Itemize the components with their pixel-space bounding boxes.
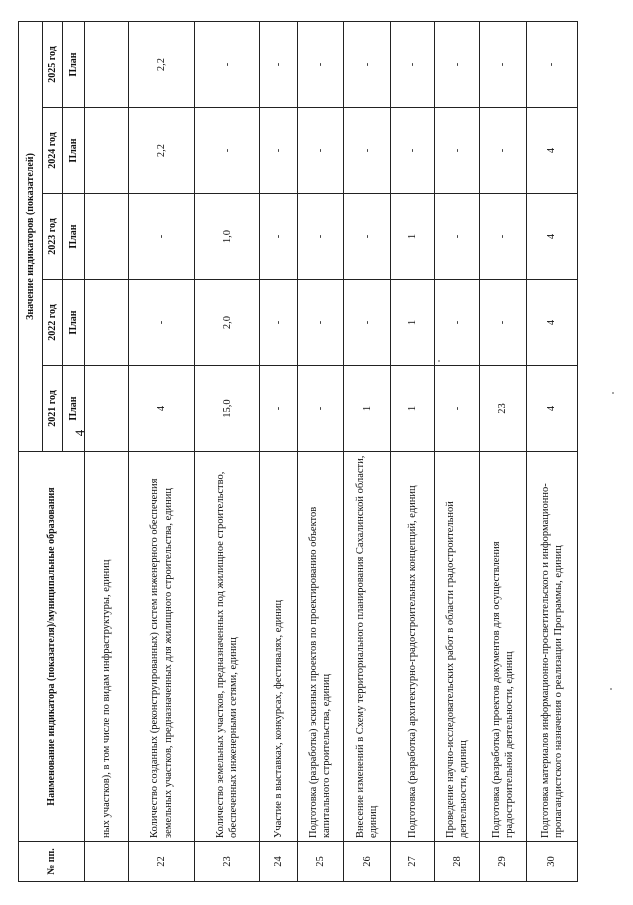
indicator-value: -: [129, 280, 194, 366]
scan-speck: [612, 392, 614, 394]
table-row: [479, 22, 526, 882]
indicator-value: [85, 22, 129, 108]
indicator-value: 2,2: [129, 22, 194, 108]
indicator-value: [85, 108, 129, 194]
indicator-value: 4: [526, 194, 577, 280]
indicator-value: 4: [526, 108, 577, 194]
indicator-value: -: [391, 22, 435, 108]
indicator-value: 1: [391, 366, 435, 452]
indicator-value: -: [344, 280, 391, 366]
col-header-no: № пп.: [19, 842, 85, 882]
indicator-value: -: [260, 366, 297, 452]
row-number: 30: [526, 842, 577, 882]
col-header-plan: План: [63, 22, 85, 108]
col-header-year: 2023 год: [43, 194, 63, 280]
indicators-table: [18, 21, 578, 882]
col-header-plan: План: [63, 194, 85, 280]
indicator-value: 1: [344, 366, 391, 452]
indicator-name: Участие в выставках, конкурсах, фестивалях, единиц: [260, 452, 297, 842]
indicator-name: Количество созданных (реконструированных) систем инженерного обеспечения земельных участков, предназначенных для жилищного строительства, единиц: [129, 452, 194, 842]
col-header-year: 2021 год: [43, 366, 63, 452]
indicator-value: -: [344, 22, 391, 108]
indicator-value: -: [435, 366, 479, 452]
col-header-year: 2025 год: [43, 22, 63, 108]
indicator-value: -: [435, 108, 479, 194]
indicator-value: [85, 280, 129, 366]
page-number: 4: [72, 429, 87, 437]
indicator-value: [85, 366, 129, 452]
indicator-value: 4: [129, 366, 194, 452]
indicator-value: -: [194, 22, 259, 108]
indicator-value: -: [260, 22, 297, 108]
indicator-value: 15,0: [194, 366, 259, 452]
indicator-name: Подготовка (разработка) эскизных проектов по проектированию объектов капитального строительства, единиц: [297, 452, 344, 842]
indicator-value: 2,2: [129, 108, 194, 194]
indicator-value: -: [344, 194, 391, 280]
indicator-name: Подготовка материалов информационно-просветительского и информационно-пропагандистского назначения о реализации Программы, единиц: [526, 452, 577, 842]
indicator-value: -: [479, 280, 526, 366]
scan-speck: [438, 360, 440, 362]
table-row: [435, 22, 479, 882]
indicator-value: 4: [526, 366, 577, 452]
indicator-name: Количество земельных участков, предназначенных под жилищное строительство, обеспеченных инженерными сетями, единиц: [194, 452, 259, 842]
indicator-value: -: [435, 194, 479, 280]
row-number: 23: [194, 842, 259, 882]
indicator-value: -: [297, 194, 344, 280]
col-header-values: Значение индикаторов (показателей): [19, 22, 43, 452]
col-header-plan: План: [63, 108, 85, 194]
row-number: 27: [391, 842, 435, 882]
table-body: [85, 22, 578, 882]
col-header-year: 2022 год: [43, 280, 63, 366]
indicator-value: -: [297, 280, 344, 366]
table-row: [526, 22, 577, 882]
indicator-value: -: [344, 108, 391, 194]
indicator-value: -: [194, 108, 259, 194]
col-header-name: Наименование индикатора (показателя)/муниципальные образования: [19, 452, 85, 842]
rotated-table-container: [18, 22, 578, 882]
indicator-value: -: [526, 22, 577, 108]
indicator-value: 1: [391, 280, 435, 366]
row-number: 24: [260, 842, 297, 882]
indicator-value: -: [260, 280, 297, 366]
indicator-name: Подготовка (разработка) архитектурно-градостроительных концепций, единиц: [391, 452, 435, 842]
indicator-value: -: [129, 194, 194, 280]
indicator-value: -: [297, 108, 344, 194]
indicator-name: Проведение научно-исследовательских работ в области градостроительной деятельности, единиц: [435, 452, 479, 842]
table-row: [194, 22, 259, 882]
indicator-value: 1: [391, 194, 435, 280]
indicator-value: 1,0: [194, 194, 259, 280]
table-row: [344, 22, 391, 882]
indicator-value: -: [435, 22, 479, 108]
row-number: 22: [129, 842, 194, 882]
indicator-value: -: [479, 108, 526, 194]
indicator-value: -: [479, 22, 526, 108]
indicator-value: -: [297, 22, 344, 108]
indicator-value: 2,0: [194, 280, 259, 366]
indicator-value: 4: [526, 280, 577, 366]
indicator-value: -: [435, 280, 479, 366]
col-header-plan: План: [63, 280, 85, 366]
table-row: [260, 22, 297, 882]
col-header-plan: План: [63, 366, 85, 452]
indicator-value: -: [260, 194, 297, 280]
table-row: [297, 22, 344, 882]
table-row: [129, 22, 194, 882]
indicator-name: Подготовка (разработка) проектов документов для осуществления градостроительной деятельности, единиц: [479, 452, 526, 842]
indicator-value: -: [479, 194, 526, 280]
row-number: 26: [344, 842, 391, 882]
row-number: [85, 842, 129, 882]
table-row: [391, 22, 435, 882]
indicator-value: [85, 194, 129, 280]
indicator-name: ных участков), в том числе по видам инфраструктуры, единиц: [85, 452, 129, 842]
table-row: [85, 22, 129, 882]
indicator-name: Внесение изменений в Схему территориального планирования Сахалинской области, единиц: [344, 452, 391, 842]
indicator-value: -: [391, 108, 435, 194]
indicator-value: -: [297, 366, 344, 452]
col-header-year: 2024 год: [43, 108, 63, 194]
row-number: 29: [479, 842, 526, 882]
scan-speck: [610, 688, 612, 690]
row-number: 28: [435, 842, 479, 882]
indicator-value: 23: [479, 366, 526, 452]
row-number: 25: [297, 842, 344, 882]
indicator-value: -: [260, 108, 297, 194]
